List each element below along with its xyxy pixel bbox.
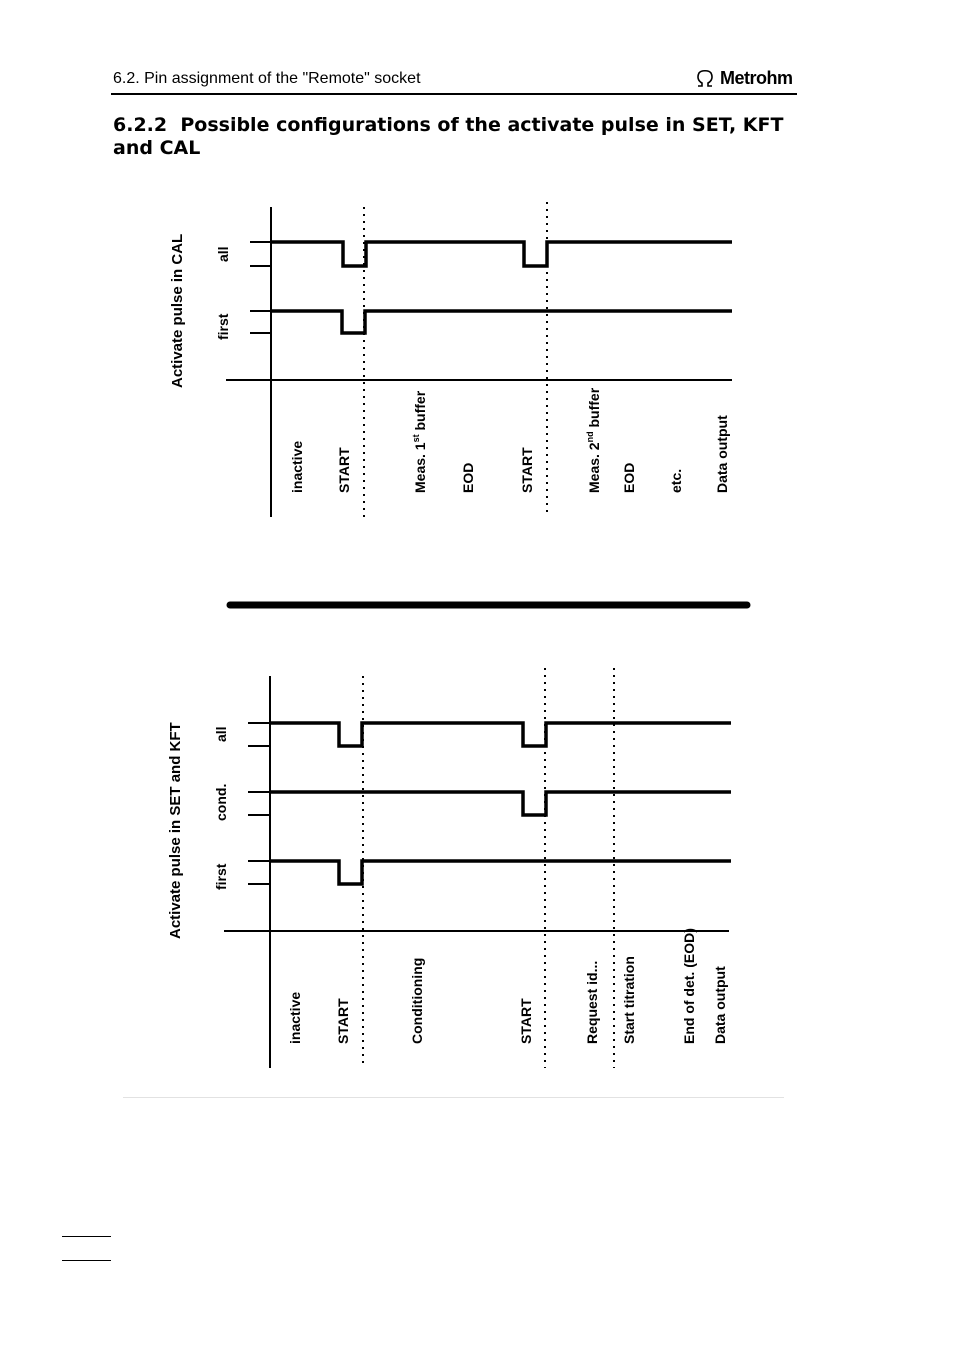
set-kft-step-end-of-det: End of det. (EOD) <box>681 928 697 1044</box>
set-kft-diagram <box>167 668 731 1068</box>
cal-step-start-1: START <box>336 447 352 493</box>
set-kft-step-start-titration: Start titration <box>621 956 637 1044</box>
cal-step-meas-1: Meas. 1st buffer <box>411 390 428 493</box>
section-number: 6.2.2 <box>113 114 168 136</box>
set-kft-step-inactive: inactive <box>287 991 303 1044</box>
cal-step-inactive: inactive <box>289 440 305 493</box>
section-title-text: Possible configurations of the activate pulse in SET, KFT and CAL <box>113 114 784 159</box>
set-kft-step-data-output: Data output <box>712 966 728 1044</box>
footer-rule-bottom <box>62 1260 111 1261</box>
set-kft-trace-cond <box>270 792 731 815</box>
set-kft-step-start-2: START <box>518 998 534 1044</box>
footer-rule-top <box>62 1236 111 1237</box>
cal-step-eod-2: EOD <box>621 462 637 493</box>
set-kft-row-label-first: first <box>213 863 229 890</box>
cal-row-label-all: all <box>215 246 231 262</box>
cal-step-start-2: START <box>519 447 535 493</box>
cal-trace-all <box>271 242 732 266</box>
set-kft-row-label-cond: cond. <box>213 783 229 821</box>
cal-row-label-first: first <box>215 313 231 340</box>
cal-step-meas-2: Meas. 2nd buffer <box>585 387 602 493</box>
cal-diagram <box>169 202 732 517</box>
cal-step-etc: etc. <box>668 468 684 493</box>
cal-trace-first <box>271 311 732 333</box>
cal-step-data-output: Data output <box>714 415 730 493</box>
set-kft-row-label-all: all <box>213 726 229 742</box>
figure-bottom-rule <box>123 1097 784 1098</box>
set-kft-step-conditioning: Conditioning <box>409 957 425 1044</box>
logo-wordmark: Metrohm <box>720 67 793 88</box>
set-kft-diagram-title: Activate pulse in SET and KFT <box>167 722 184 939</box>
cal-diagram-title: Activate pulse in CAL <box>169 233 186 388</box>
set-kft-step-start-1: START <box>335 998 351 1044</box>
set-kft-step-request-id: Request id... <box>584 960 600 1044</box>
set-kft-trace-all <box>270 723 731 746</box>
cal-step-eod-1: EOD <box>460 462 476 493</box>
set-kft-trace-first <box>270 861 731 884</box>
running-header: 6.2. Pin assignment of the "Remote" socket <box>113 70 421 87</box>
